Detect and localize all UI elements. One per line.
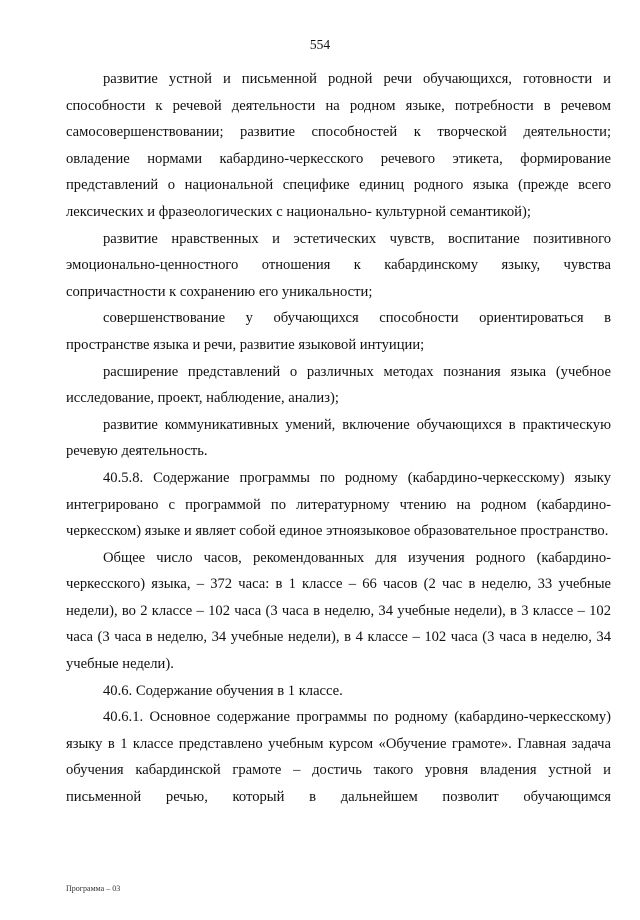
paragraph-cognition-methods: расширение представлений о различных методах познания языка (учебное исследование, проект, наблюдение, анализ); xyxy=(66,363,611,407)
page-number: 554 xyxy=(309,37,331,52)
paragraph-hours-total: Общее число часов, рекомендованных для изучения родного (кабардино-черкесского) языка, – 372 часа: в 1 классе – 66 часов (2 час в неделю, 33 учебные недели), во 2 классе – 102 часа (3 часа в неделю, 34 учебные недели), в 3 классе – 102 часа (3 часа в неделю, 34 учебные недели), в 4 классе – 102 часа (3 часа в неделю, 34 учебные недели). xyxy=(66,549,611,673)
paragraph-language-intuition: совершенствование у обучающихся способности ориентироваться в пространстве языка и речи, развитие языковой интуиции; xyxy=(66,310,611,353)
page-footer: Программа – 03 xyxy=(66,884,121,893)
section-heading-40-6: 40.6. Содержание обучения в 1 классе. xyxy=(103,682,343,699)
paragraph-section-40-6-1: 40.6.1. Основное содержание программы по родному (кабардино-черкесскому) языку в 1 классе представлено учебным курсом «Обучение грамоте». Главная задача обучения кабардинской грамоте – достичь такого уровня владения устной и письменной речью, который в дальнейшем позволит обучающимся xyxy=(66,709,611,806)
paragraph-moral-aesthetic: развитие нравственных и эстетических чувств, воспитание позитивного эмоционально-ценностного отношения к кабардинскому языку, чувства сопричастности к сохранению его уникальности; xyxy=(66,230,611,300)
paragraph-section-40-5-8: 40.5.8. Содержание программы по родному (кабардино-черкесскому) языку интегрировано с программой по литературному чтению на родном (кабардино-черкесском) языке и являет собой единое этноязыковое образовательное пространство. xyxy=(66,469,611,540)
paragraph-speech-development: развитие устной и письменной родной речи обучающихся, готовности и способности к речевой деятельности на родном языке, потребности в речевом самосовершенствовании; развитие способностей к творческой деятельности; овладение нормами кабардино-черкесского речевого этикета, формирование представлений о национальной специфике единиц родного языка (прежде всего лексических и фразеологических с национально- культурной семантикой); xyxy=(66,71,611,220)
paragraph-communication-skills: развитие коммуникативных умений, включение обучающихся в практическую речевую деятельность. xyxy=(66,416,611,460)
body-text xyxy=(66,66,611,811)
